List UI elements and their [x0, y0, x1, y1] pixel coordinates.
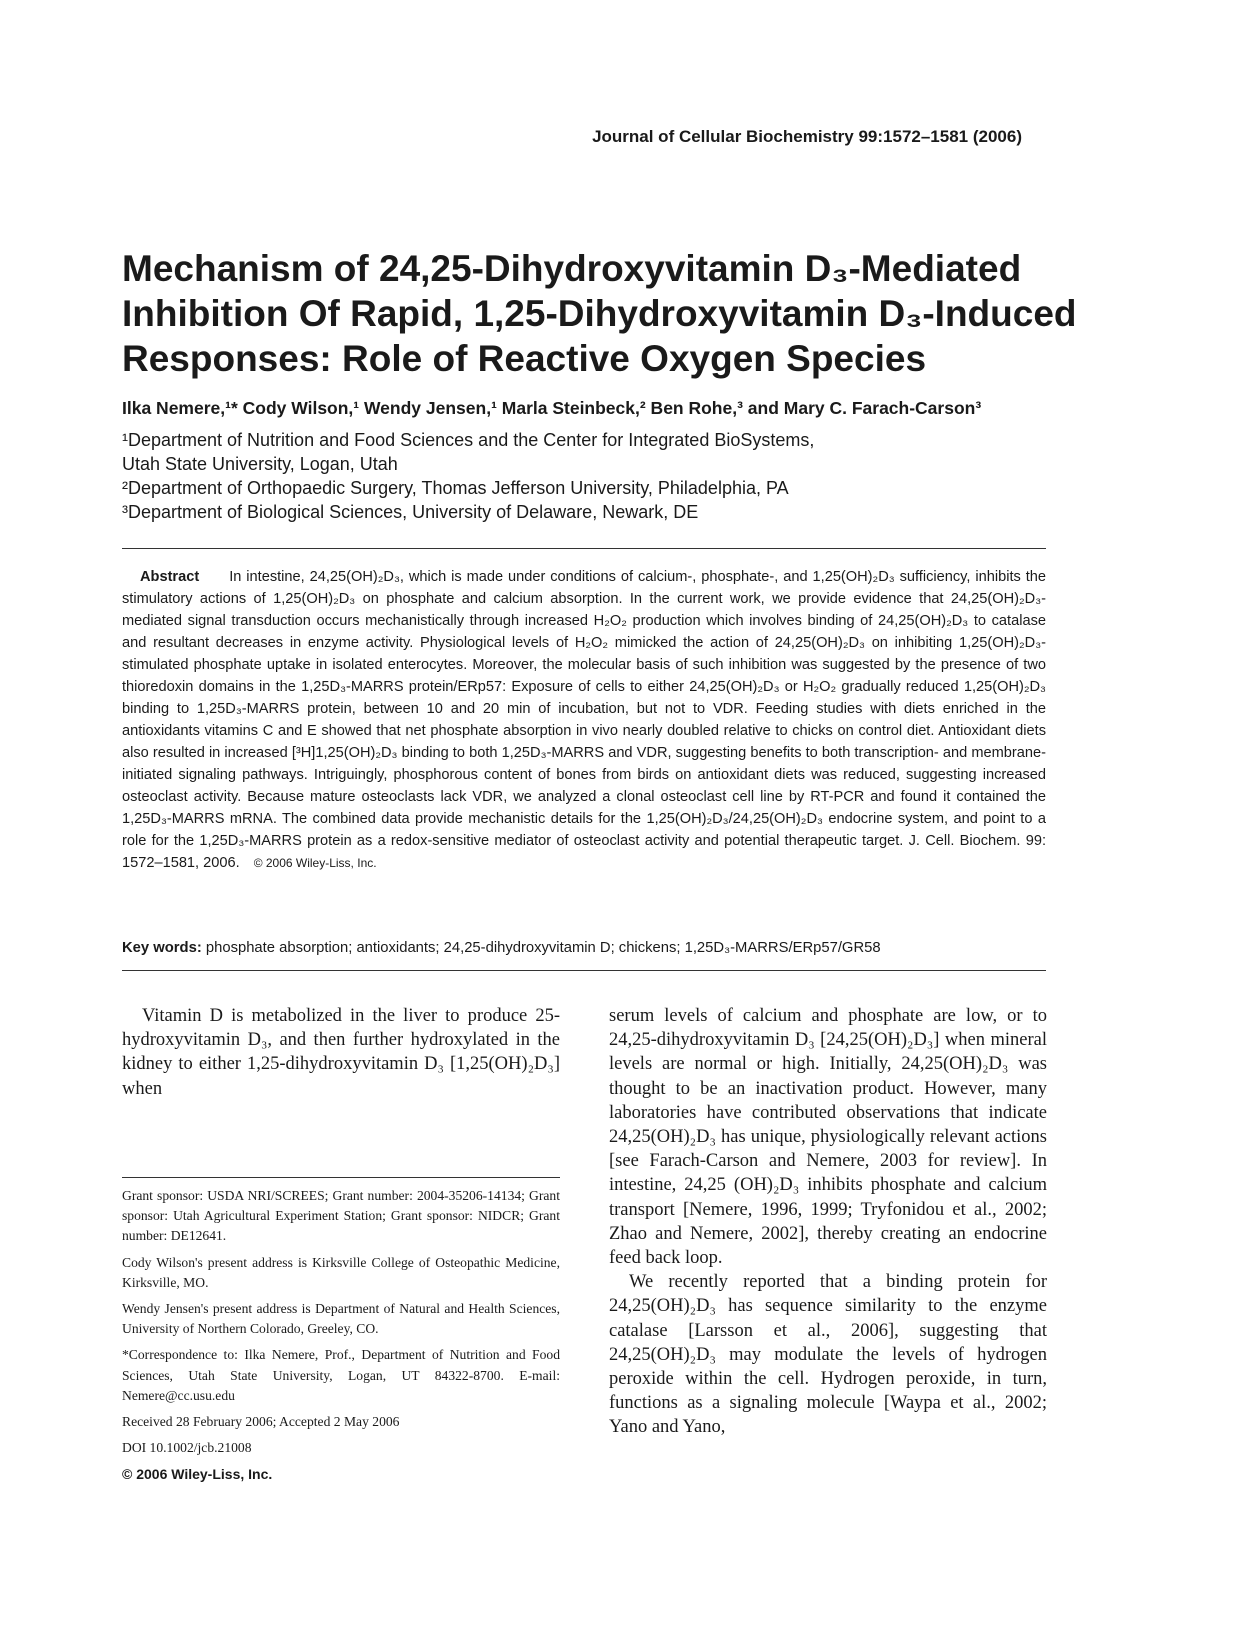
abstract-heading: Abstract [140, 569, 200, 585]
body-column-left [122, 1004, 560, 1101]
footnote-copyright: © 2006 Wiley-Liss, Inc. [122, 1466, 273, 1483]
affiliation-line: Utah State University, Logan, Utah [122, 454, 398, 474]
footnote-address-jensen: Wendy Jensen's present address is Department of Natural and Health Sciences, University of Northern Colorado, Greeley, CO. [122, 1301, 560, 1337]
article-title [122, 246, 1082, 381]
title-line: Mechanism of 24,25-Dihydroxyvitamin D₃-Mediated [122, 248, 1022, 289]
footnote-grant: Grant sponsor: USDA NRI/SCREES; Grant number: 2004-35206-14134; Grant sponsor: Utah Agricultural Experiment Station; Grant sponsor: NIDCR; Grant number: DE12641. [122, 1188, 560, 1244]
footnote-doi: DOI 10.1002/jcb.21008 [122, 1440, 252, 1456]
abstract-copyright: © 2006 Wiley-Liss, Inc. [253, 856, 377, 870]
keywords [122, 940, 1082, 956]
affiliations [122, 428, 814, 524]
title-line: Responses: Role of Reactive Oxygen Species [122, 338, 927, 379]
body-paragraph: Vitamin D is metabolized in the liver to produce 25-hydroxyvitamin D₃, and then further hydroxylated in the kidney to either 1,25-dihydroxyvitamin D₃ [1,25(OH)₂D₃] when [122, 1006, 560, 1099]
affiliation-line: ²Department of Orthopaedic Surgery, Thomas Jefferson University, Philadelphia, PA [122, 478, 789, 498]
title-line: Inhibition Of Rapid, 1,25-Dihydroxyvitamin D₃-Induced [122, 293, 1077, 334]
keywords-heading: Key words: [122, 940, 202, 956]
body-column-right [609, 1004, 1047, 1440]
keywords-text: phosphate absorption; antioxidants; 24,25-dihydroxyvitamin D; chickens; 1,25D₃-MARRS/ERp57/GR58 [205, 940, 881, 956]
footnote-received: Received 28 February 2006; Accepted 2 May 2006 [122, 1414, 400, 1430]
author-list: Ilka Nemere,¹* Cody Wilson,¹ Wendy Jensen,¹ Marla Steinbeck,² Ben Rohe,³ and Mary C. Farach-Carson³ [122, 398, 982, 418]
abstract-text: In intestine, 24,25(OH)₂D₃, which is made under conditions of calcium-, phosphate-, and 1,25(OH)₂D₃ sufficiency, inhibits the stimulatory actions of 1,25(OH)₂D₃ on phosphate and calcium absorption. In the current work, we provide evidence that 24,25(OH)₂D₃-mediated signal transduction occurs mechanistically through increased H₂O₂ production which involves binding of 24,25(OH)₂D₃ to catalase and resultant decreases in enzyme activity. Physiological levels of H₂O₂ mimicked the action of 24,25(OH)₂D₃ on inhibiting 1,25(OH)₂D₃-stimulated phosphate uptake in isolated enterocytes. Moreover, the molecular basis of such inhibition was suggested by the presence of two thioredoxin domains in the 1,25D₃-MARRS protein/ERp57: Exposure of cells to either 24,25(OH)₂D₃ or H₂O₂ gradually reduced 1,25(OH)₂D₃ binding to 1,25D₃-MARRS protein, between 10 and 20 min of incubation, but not to VDR. Feeding studies with diets enriched in the antioxidants vitamins C and E showed that net phosphate absorption in vivo nearly doubled relative to chicks on control diet. Antioxidant diets also resulted in increased [³H]1,25(OH)₂D₃ binding to both 1,25D₃-MARRS and VDR, suggesting benefits to both transcription- and membrane-initiated signaling pathways. Intriguingly, phosphorous content of bones from birds on antioxidant diets was reduced, suggesting increased osteoclast activity. Because mature osteoclasts lack VDR, we analyzed a clonal osteoclast cell line by RT-PCR and found it contained the 1,25D₃-MARRS mRNA. The combined data provide mechanistic details for the 1,25(OH)₂D₃/24,25(OH)₂D₃ endocrine system, and point to a role for the 1,25D₃-MARRS protein as a redox-sensitive mediator of osteoclast activity and potential therapeutic target. J. Cell. Biochem. 99: 1572–1581, 2006. [122, 569, 1046, 871]
footnote-divider [122, 1177, 560, 1178]
affiliation-line: ³Department of Biological Sciences, University of Delaware, Newark, DE [122, 502, 699, 522]
divider [122, 548, 1046, 549]
body-paragraph: serum levels of calcium and phosphate are low, or to 24,25-dihydroxyvitamin D₃ [24,25(OH)₂D₃] when mineral levels are normal or high. Initially, 24,25(OH)₂D₃ was thought to be an inactivation product. However, many laboratories have contributed observations that indicate 24,25(OH)₂D₃ has unique, physiologically relevant actions [see Farach-Carson and Nemere, 2003 for review]. In intestine, 24,25 (OH)₂D₃ inhibits phosphate and calcium transport [Nemere, 1996, 1999; Tryfonidou et al., 2002; Zhao and Nemere, 2002], thereby creating an endocrine feed back loop. [609, 1006, 1047, 1269]
divider [122, 970, 1046, 971]
footnotes [122, 1186, 560, 1491]
affiliation-line: ¹Department of Nutrition and Food Sciences and the Center for Integrated BioSystems, [122, 430, 815, 450]
abstract [122, 566, 1046, 874]
body-paragraph: We recently reported that a binding protein for 24,25(OH)₂D₃ has sequence similarity to the enzyme catalase [Larsson et al., 2006], suggesting that 24,25(OH)₂D₃ may modulate the levels of hydrogen peroxide within the cell. Hydrogen peroxide, in turn, functions as a signaling molecule [Waypa et al., 2002; Yano and Yano, [609, 1272, 1047, 1438]
footnote-address-wilson: Cody Wilson's present address is Kirksville College of Osteopathic Medicine, Kirksville, MO. [122, 1254, 560, 1290]
footnote-correspondence: *Correspondence to: Ilka Nemere, Prof., Department of Nutrition and Food Sciences, Utah State University, Logan, UT 84322-8700. E-mail: Nemere@cc.usu.edu [122, 1347, 560, 1403]
journal-citation: Journal of Cellular Biochemistry 99:1572–1581 (2006) [592, 127, 1022, 146]
